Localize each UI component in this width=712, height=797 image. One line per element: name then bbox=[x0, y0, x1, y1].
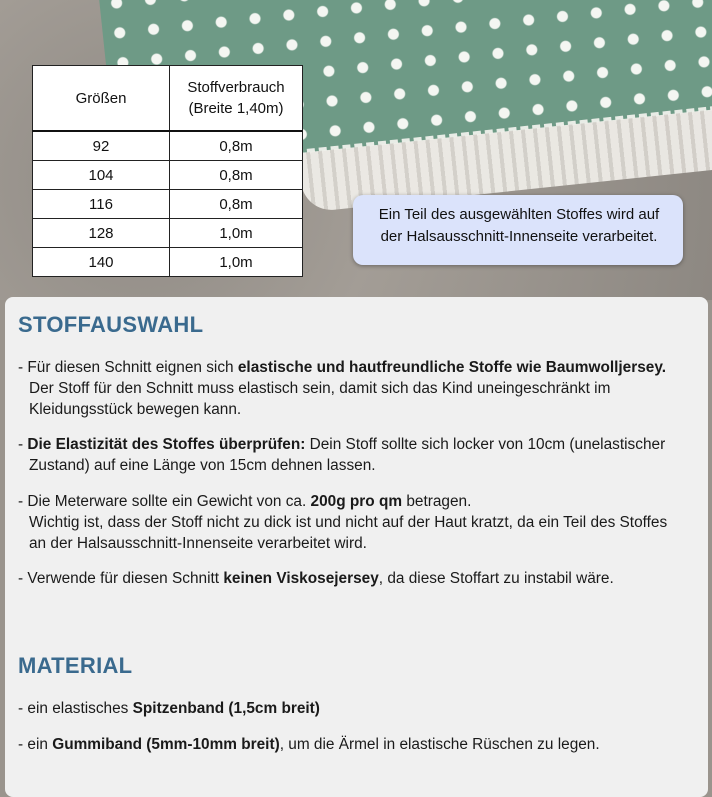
m2-bold: Gummiband (5mm-10mm breit) bbox=[52, 736, 280, 753]
table-row bbox=[33, 161, 303, 190]
m1-text-a: - ein elastisches bbox=[18, 700, 133, 717]
header-fabric-usage bbox=[170, 66, 303, 132]
m1-bold: Spitzenband (1,5cm breit) bbox=[132, 700, 320, 717]
table-row bbox=[33, 219, 303, 248]
p3-text-c: betragen. bbox=[402, 493, 472, 510]
header-fabric-usage-line1: Stoffverbrauch bbox=[187, 79, 285, 96]
paragraph-weight bbox=[18, 491, 698, 554]
size-cell: 140 bbox=[33, 248, 170, 277]
material-heading: MATERIAL bbox=[18, 653, 133, 678]
p3-text-d: Wichtig ist, dass der Stoff nicht zu dick ist und nicht auf der Haut kratzt, da ein Teil des Stoffes bbox=[29, 514, 668, 531]
p3-bold: 200g pro qm bbox=[310, 493, 403, 510]
p1-bold: elastische und hautfreundliche Stoffe wie Baumwolljersey. bbox=[237, 359, 667, 376]
p2-text-c: Dein Stoff sollte sich locker von 10cm (unelastischer bbox=[305, 436, 666, 453]
material-item-lace bbox=[18, 698, 698, 719]
p1-text-a: - Für diesen Schnitt eignen sich bbox=[18, 359, 238, 376]
m2-text-c: , um die Ärmel in elastische Rüschen zu legen. bbox=[279, 736, 600, 753]
table-row bbox=[33, 190, 303, 219]
p1-text-d: Kleidungsstück bewegen kann. bbox=[29, 401, 242, 418]
amount-cell: 0,8m bbox=[170, 161, 303, 190]
p2-text-d: Zustand) auf eine Länge von 15cm dehnen lassen. bbox=[29, 457, 376, 474]
table-header-row bbox=[33, 66, 303, 132]
size-cell: 104 bbox=[33, 161, 170, 190]
size-cell: 116 bbox=[33, 190, 170, 219]
p3-text-a: - Die Meterware sollte ein Gewicht von ca. bbox=[18, 493, 311, 510]
header-fabric-usage-line2: (Breite 1,40m) bbox=[188, 100, 284, 117]
p4-bold: keinen Viskosejersey bbox=[223, 570, 379, 587]
stoffauswahl-heading: STOFFAUSWAHL bbox=[18, 312, 204, 337]
table-row bbox=[33, 131, 303, 161]
paragraph-elasticity bbox=[18, 434, 698, 476]
note-line-2: der Halsausschnitt-Innenseite verarbeitet. bbox=[380, 228, 658, 245]
amount-cell: 1,0m bbox=[170, 219, 303, 248]
amount-cell: 0,8m bbox=[170, 131, 303, 161]
material-item-elastic bbox=[18, 734, 698, 755]
amount-cell: 1,0m bbox=[170, 248, 303, 277]
header-sizes: Größen bbox=[33, 66, 170, 132]
paragraph-no-viscose bbox=[18, 568, 698, 589]
size-cell: 128 bbox=[33, 219, 170, 248]
amount-cell: 0,8m bbox=[170, 190, 303, 219]
content-card bbox=[5, 297, 708, 797]
p4-text-c: , da diese Stoffart zu instabil wäre. bbox=[378, 570, 614, 587]
fabric-note-callout bbox=[353, 195, 683, 265]
p4-text-a: - Verwende für diesen Schnitt bbox=[18, 570, 224, 587]
table-row bbox=[33, 248, 303, 277]
p3-text-e: an der Halsausschnitt-Innenseite verarbeitet wird. bbox=[29, 535, 367, 552]
p2-text-a: - bbox=[18, 436, 28, 453]
size-cell: 92 bbox=[33, 131, 170, 161]
m2-text-a: - ein bbox=[18, 736, 53, 753]
p1-text-c: Der Stoff für den Schnitt muss elastisch sein, damit sich das Kind uneingeschränkt im bbox=[29, 380, 611, 397]
p2-bold: Die Elastizität des Stoffes überprüfen: bbox=[27, 436, 306, 453]
note-line-1: Ein Teil des ausgewählten Stoffes wird auf bbox=[378, 206, 660, 223]
paragraph-fabric-suitability bbox=[18, 357, 698, 420]
size-table bbox=[32, 65, 303, 277]
